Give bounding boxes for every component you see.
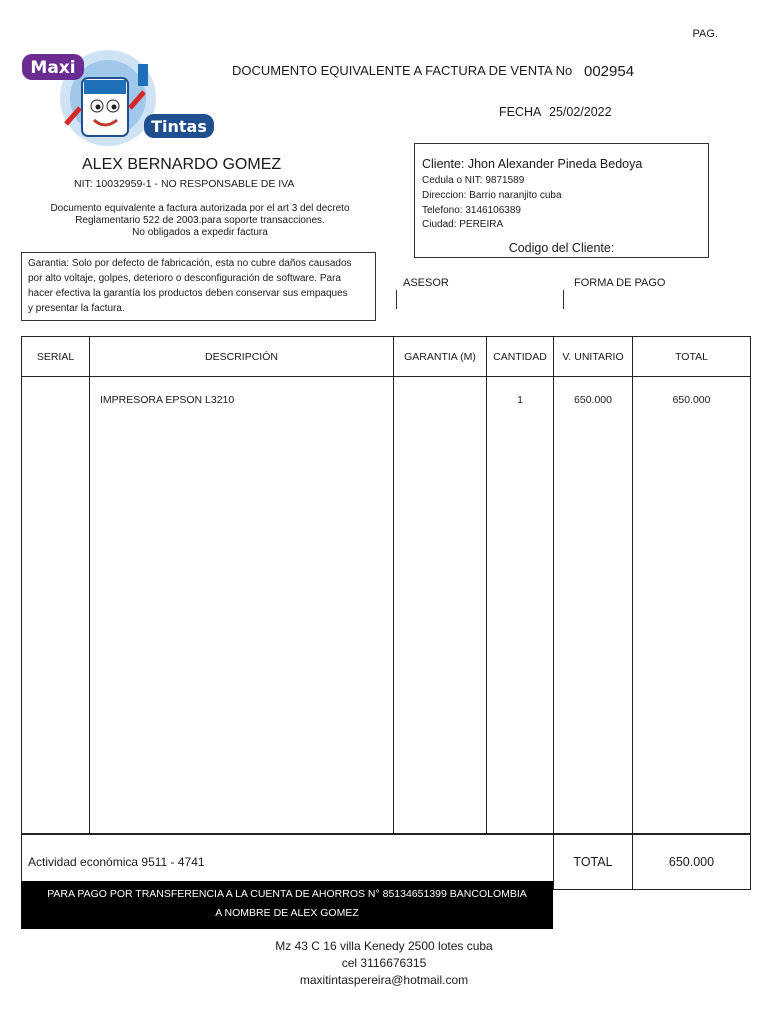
- cell-unit-price-text: 650.000: [574, 394, 612, 406]
- items-table: [21, 336, 751, 890]
- client-code-label: Codigo del Cliente:: [508, 241, 615, 255]
- cell-unit-price: [554, 377, 633, 835]
- date-value: 25/02/2022: [549, 105, 612, 119]
- cell-description: [90, 377, 394, 835]
- advisor-label: ASESOR: [403, 277, 449, 289]
- warranty-line: hacer efectiva la garantía los productos deben conservar sus empaques: [28, 288, 348, 299]
- owner-name: ALEX BERNARDO GOMEZ: [82, 156, 282, 173]
- col-header-serial: SERIAL: [22, 337, 90, 377]
- page-label: PAG.: [692, 28, 718, 40]
- cell-warranty: [394, 377, 487, 835]
- advisor-field-divider: [396, 290, 397, 309]
- cell-serial: [22, 377, 90, 835]
- col-header-quantity: CANTIDAD: [487, 337, 554, 377]
- warranty-label: Garantia:: [28, 258, 70, 269]
- footer-address: Mz 43 C 16 villa Kenedy 2500 lotes cuba: [275, 939, 493, 953]
- cell-quantity-text: 1: [517, 394, 523, 406]
- cell-warranty-text: [395, 378, 485, 394]
- client-address: Direccion: Barrio naranjito cuba: [422, 190, 562, 201]
- table-header-row: [22, 337, 751, 377]
- legal-note-line: Documento equivalente a factura autorizada por el art 3 del decreto: [50, 203, 350, 214]
- client-id: Cedula o NIT: 9871589: [422, 175, 525, 186]
- economic-activity: Actividad económica 9511 - 4741: [22, 834, 554, 890]
- warranty-box: [21, 252, 376, 321]
- warranty-line: [28, 256, 369, 271]
- client-city: Ciudad: PEREIRA: [422, 219, 504, 230]
- legal-note: [30, 203, 370, 239]
- payment-method-label: FORMA DE PAGO: [574, 277, 666, 289]
- table-row: [22, 377, 751, 835]
- cell-total: [633, 377, 751, 835]
- warranty-text: Solo por defecto de fabricación, esta no cubre daños causados: [69, 258, 352, 269]
- warranty-line: y presentar la factura.: [28, 303, 125, 314]
- cell-serial-text: [23, 378, 88, 394]
- logo-word-maxi: Maxi: [30, 58, 76, 78]
- date-label: FECHA: [499, 105, 542, 119]
- client-info-box: [414, 143, 709, 258]
- col-header-unit-price: V. UNITARIO: [554, 337, 633, 377]
- col-header-description: DESCRIPCIÓN: [90, 337, 394, 377]
- client-name: Cliente: Jhon Alexander Pineda Bedoya: [422, 157, 643, 171]
- client-phone: Telefono: 3146106389: [422, 205, 521, 216]
- payment-field-divider: [563, 290, 564, 309]
- logo-word-tintas: Tintas: [151, 117, 207, 136]
- company-logo: [20, 48, 216, 156]
- cell-description-text: IMPRESORA EPSON L3210: [100, 394, 235, 406]
- total-label: TOTAL: [554, 834, 633, 890]
- warranty-line: por alto voltaje, golpes, deterioro o desconfiguración de software. Para: [28, 273, 341, 284]
- cell-quantity: [487, 377, 554, 835]
- owner-nit: NIT: 10032959-1 - NO RESPONSABLE DE IVA: [74, 178, 295, 190]
- footer-cell: cel 3116676315: [341, 956, 427, 970]
- col-header-warranty: GARANTIA (M): [394, 337, 487, 377]
- col-header-total: TOTAL: [633, 337, 751, 377]
- document-title: DOCUMENTO EQUIVALENTE A FACTURA DE VENTA No: [232, 63, 573, 78]
- ink-cartridge-mascot-logo-icon: [20, 48, 216, 156]
- bank-transfer-banner: [21, 881, 553, 929]
- legal-note-line: Reglamentario 522 de 2003.para soporte transacciones.: [75, 215, 325, 226]
- legal-note-line: No obligados a expedir factura: [132, 227, 268, 238]
- footer-email[interactable]: maxitintaspereira@hotmail.com: [299, 973, 469, 987]
- bank-line: A NOMBRE DE ALEX GOMEZ: [215, 907, 359, 919]
- document-number: 002954: [584, 63, 635, 80]
- bank-line: PARA PAGO POR TRANSFERENCIA A LA CUENTA DE AHORROS N° 85134651399 BANCOLOMBIA: [47, 888, 527, 900]
- cell-total-text: 650.000: [672, 394, 711, 406]
- total-value: 650.000: [633, 834, 751, 890]
